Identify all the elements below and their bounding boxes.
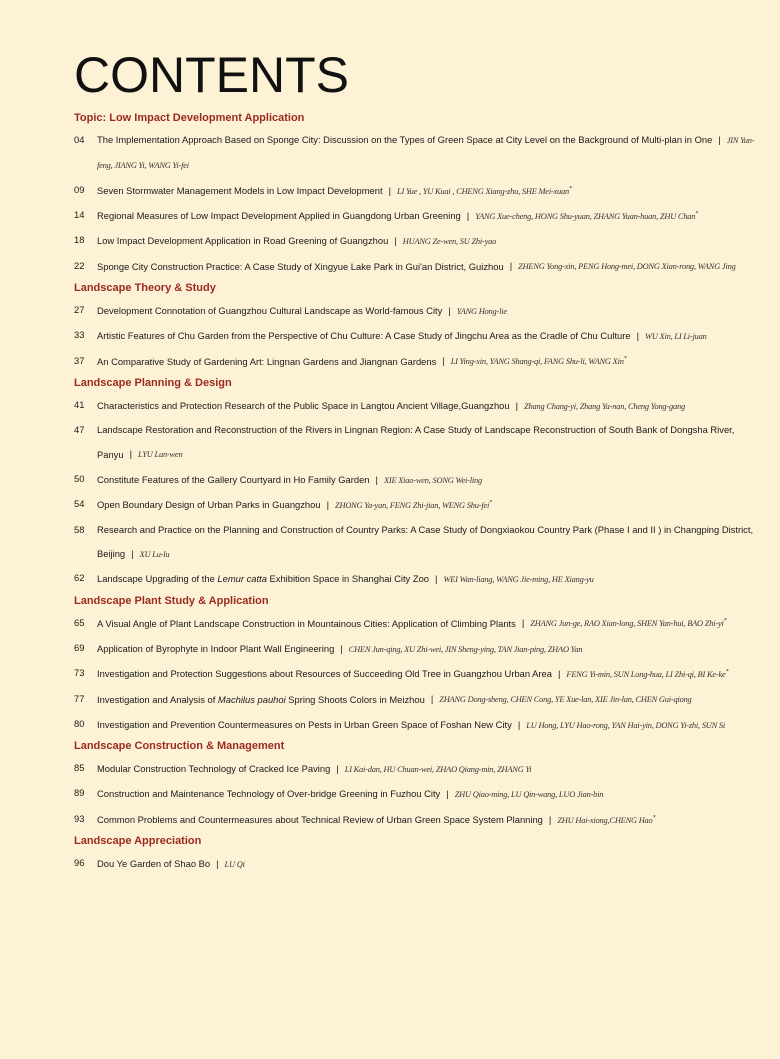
entry-authors bbox=[403, 237, 496, 246]
page-number: 58 bbox=[74, 523, 85, 535]
entry-title: Investigation and Protection Suggestions about Resources of Succeeding Old Tree in Guangzhou Urban Area bbox=[97, 668, 552, 680]
entry-body bbox=[74, 128, 764, 178]
table-of-contents bbox=[74, 109, 764, 876]
entry-title: Artistic Features of Chu Garden from the Perspective of Chu Culture: A Case Study of Jingchu Area as the Cradle of Chu Culture bbox=[97, 330, 631, 342]
authors-text: JIN Yun-feng, JIANG Yi, WANG Yi-fei bbox=[97, 136, 755, 171]
page-number: 50 bbox=[74, 472, 85, 484]
toc-entry[interactable] bbox=[74, 611, 764, 636]
authors-text: ZHANG Jun-ge, RAO Xian-long, SHEN Yan-hui, BAO Zhi-yi bbox=[530, 619, 724, 629]
entry-authors bbox=[439, 695, 691, 704]
authors-text: ZHU Qiao-ming, LU Qin-wang, LUO Jian-bin bbox=[454, 790, 604, 800]
authors-text: LI Ying-xin, YANG Shang-qi, FANG Shu-li, WANG Xin bbox=[450, 357, 624, 367]
authors-text: LI Kai-dan, HU Chuan-wei, ZHAO Qiang-min, ZHANG Yi bbox=[344, 764, 532, 774]
separator: | bbox=[521, 617, 525, 629]
entry-authors bbox=[345, 765, 532, 774]
entry-body bbox=[74, 661, 764, 686]
authors-text: LU Hong, LYU Hao-rong, YAN Hai-yin, DONG Yi-zhi, SUN Si bbox=[526, 720, 726, 730]
toc-entry[interactable] bbox=[74, 687, 764, 712]
separator: | bbox=[515, 399, 519, 411]
toc-entry[interactable] bbox=[74, 807, 764, 832]
entry-body bbox=[74, 492, 764, 517]
section-title: Landscape Construction & Management bbox=[74, 740, 285, 753]
authors-text: YANG Hong-lie bbox=[456, 306, 507, 316]
toc-entry[interactable] bbox=[74, 781, 764, 806]
entry-title-species: Lemur catta bbox=[217, 573, 267, 585]
entry-body bbox=[74, 687, 764, 712]
entry-title-prefix: Landscape Upgrading of the bbox=[97, 573, 218, 585]
toc-entry[interactable] bbox=[74, 349, 764, 374]
page-number: 73 bbox=[74, 667, 85, 679]
separator: | bbox=[394, 235, 397, 247]
authors-text: ZHU Hai-xiong,CHENG Hao bbox=[557, 815, 653, 825]
entry-body bbox=[74, 323, 764, 348]
toc-entry[interactable] bbox=[74, 178, 764, 203]
entry-title: Spring Shoots Colors in Meizhou bbox=[285, 693, 425, 705]
entry-authors bbox=[526, 721, 725, 730]
separator: | bbox=[340, 642, 343, 654]
toc-entry[interactable] bbox=[74, 492, 764, 517]
authors-text: YANG Xue-cheng, HONG Shu-yuan, ZHANG Yuan-huan, ZHU Chan bbox=[475, 211, 696, 221]
entry-title: Research and Practice on the Planning and Construction of Country Parks: A Case Study of Dongxiaokou Country Park (Phase I and II ) in Changping District, Beijing bbox=[97, 523, 754, 559]
page-number: 62 bbox=[74, 572, 85, 584]
separator: | bbox=[326, 499, 330, 511]
separator: | bbox=[557, 668, 561, 680]
entry-body bbox=[74, 807, 764, 832]
section-title: Landscape Theory & Study bbox=[74, 281, 216, 294]
corresponding-author-mark: * bbox=[695, 211, 699, 218]
entry-title: Exhibition Space in Shanghai City Zoo bbox=[266, 573, 429, 585]
page-number: 93 bbox=[74, 812, 85, 824]
entry-title: An Comparative Study of Gardening Art: Lingnan Gardens and Jiangnan Gardens bbox=[97, 355, 437, 367]
page-number: 09 bbox=[74, 183, 85, 195]
authors-text: ZHENG Yong-xin, PENG Hong-mei, DONG Xian-rong, WANG Jing bbox=[518, 262, 736, 272]
entry-authors bbox=[524, 402, 685, 411]
entry-title: Open Boundary Design of Urban Parks in Guangzhou bbox=[97, 499, 321, 511]
entry-title: Modular Construction Technology of Cracked Ice Paving bbox=[97, 762, 331, 774]
toc-entry[interactable] bbox=[74, 393, 764, 418]
entry-authors bbox=[335, 501, 492, 510]
entry-body bbox=[74, 566, 764, 591]
separator: | bbox=[636, 330, 640, 342]
authors-text: HUANG Ze-wen, SU Zhi-yao bbox=[402, 237, 497, 247]
toc-entry[interactable] bbox=[74, 518, 764, 567]
entry-authors bbox=[518, 262, 735, 271]
separator: | bbox=[517, 718, 521, 730]
page-number: 89 bbox=[74, 787, 85, 799]
toc-entry[interactable] bbox=[74, 203, 764, 228]
toc-entry[interactable] bbox=[74, 418, 764, 467]
toc-entry[interactable] bbox=[74, 566, 764, 591]
entry-authors bbox=[140, 550, 170, 559]
entry-authors bbox=[225, 860, 245, 869]
entry-title-prefix: Investigation and Analysis of bbox=[97, 693, 218, 705]
separator: | bbox=[718, 134, 721, 145]
corresponding-author-mark: * bbox=[569, 185, 572, 192]
entry-title: The Implementation Approach Based on Sponge City: Discussion on the Types of Green Space at City Level on the Background of Multi-plan in One bbox=[97, 134, 713, 145]
entry-authors bbox=[349, 645, 583, 654]
authors-text: XU Lu-lu bbox=[139, 549, 170, 559]
entry-title: Common Problems and Countermeasures about Technical Review of Urban Green Space System Planning bbox=[97, 813, 543, 825]
section-title: Landscape Plant Study & Application bbox=[74, 594, 269, 607]
separator: | bbox=[131, 547, 134, 559]
entry-body bbox=[74, 851, 764, 876]
page-number: 47 bbox=[74, 424, 85, 436]
page-number: 18 bbox=[74, 234, 85, 246]
separator: | bbox=[448, 304, 451, 316]
page-number: 41 bbox=[74, 398, 85, 410]
entry-authors bbox=[530, 619, 726, 628]
entry-authors bbox=[384, 476, 482, 485]
entry-title: Application of Byrophyte in Indoor Plant Wall Engineering bbox=[97, 642, 335, 654]
toc-entry[interactable] bbox=[74, 712, 764, 737]
toc-entry[interactable] bbox=[74, 254, 764, 279]
page-number: 04 bbox=[74, 134, 85, 145]
page-number: 27 bbox=[74, 303, 85, 315]
entry-body bbox=[74, 228, 764, 253]
authors-text: LI Yue , YU Kuai , CHENG Xiang-zhu, SHE Mei-xuan bbox=[397, 186, 570, 196]
toc-entry[interactable] bbox=[74, 661, 764, 686]
authors-text: XIE Xiao-wen, SONG Wei-ling bbox=[383, 475, 482, 485]
entry-title: Development Connotation of Guangzhou Cultural Landscape as World-famous City bbox=[97, 304, 443, 316]
page-number: 69 bbox=[74, 641, 85, 653]
toc-entry[interactable] bbox=[74, 228, 764, 253]
entry-authors bbox=[451, 357, 627, 366]
separator: | bbox=[466, 209, 470, 221]
separator: | bbox=[509, 260, 513, 272]
corresponding-author-mark: * bbox=[489, 500, 492, 507]
entry-authors bbox=[557, 816, 655, 825]
entry-title: Dou Ye Garden of Shao Bo bbox=[97, 857, 211, 869]
entry-title-species: Machilus pauhoi bbox=[217, 693, 286, 705]
section-title: Landscape Appreciation bbox=[74, 835, 202, 848]
authors-text: FENG Yi-min, SUN Long-hua, LI Zhi-qi, BI Ke-ke bbox=[566, 670, 726, 680]
separator: | bbox=[430, 693, 434, 705]
section-title: Topic: Low Impact Development Application bbox=[74, 112, 305, 124]
entry-authors bbox=[455, 790, 604, 799]
separator: | bbox=[216, 857, 219, 869]
entry-authors bbox=[443, 575, 593, 584]
separator: | bbox=[375, 473, 378, 485]
separator: | bbox=[129, 448, 133, 460]
entry-title: Seven Stormwater Management Models in Low Impact Development bbox=[97, 184, 383, 196]
toc-entry[interactable] bbox=[74, 851, 764, 876]
entry-title: Constitute Features of the Gallery Courtyard in Ho Family Garden bbox=[97, 473, 370, 485]
entry-title: Characteristics and Protection Research of the Public Space in Langtou Ancient Village,Guangzhou bbox=[97, 399, 510, 411]
entry-body bbox=[74, 518, 764, 567]
separator: | bbox=[435, 573, 438, 585]
toc-entry[interactable] bbox=[74, 298, 764, 323]
authors-text: ZHANG Dong-sheng, CHEN Cong, YE Xue-lan, XIE Jin-lan, CHEN Gui-qiong bbox=[439, 695, 692, 705]
entry-body bbox=[74, 636, 764, 661]
separator: | bbox=[388, 184, 391, 196]
page-number: 37 bbox=[74, 354, 85, 366]
page-number: 33 bbox=[74, 329, 85, 341]
authors-text: CHEN Jun-qing, XU Zhi-wei, JIN Sheng-ying, TAN Jian-ping, ZHAO Yan bbox=[348, 644, 583, 654]
page-number: 65 bbox=[74, 616, 85, 628]
corresponding-author-mark: * bbox=[652, 814, 656, 821]
page-number: 22 bbox=[74, 259, 85, 271]
authors-text: LU Qi bbox=[224, 859, 245, 869]
corresponding-author-mark: * bbox=[623, 356, 627, 363]
authors-text: WU Xin, LI Li-juan bbox=[645, 332, 707, 342]
toc-entry[interactable] bbox=[74, 323, 764, 348]
separator: | bbox=[442, 355, 445, 367]
separator: | bbox=[548, 813, 552, 825]
entry-body bbox=[74, 254, 764, 279]
entry-title: Regional Measures of Low Impact Development Applied in Guangdong Urban Greening bbox=[97, 209, 461, 221]
entry-title: Sponge City Construction Practice: A Case Study of Xingyue Lake Park in Gui'an District, Guizhou bbox=[97, 260, 504, 272]
entry-title: A Visual Angle of Plant Landscape Construction in Mountainous Cities: Application of Climbing Plants bbox=[97, 617, 516, 629]
page-number: 85 bbox=[74, 762, 85, 774]
entry-title: Construction and Maintenance Technology of Over-bridge Greening in Fuzhou City bbox=[97, 788, 441, 800]
entry-body bbox=[74, 349, 764, 374]
page-number: 96 bbox=[74, 857, 85, 869]
page-title: CONTENTS bbox=[74, 47, 349, 103]
separator: | bbox=[336, 762, 339, 774]
entry-title: Low Impact Development Application in Road Greening of Guangzhou bbox=[97, 235, 389, 247]
entry-body bbox=[74, 418, 764, 467]
entry-title: Landscape Restoration and Reconstruction of the Rivers in Lingnan Region: A Case Study of Landscape Reconstruction of South Bank of Dongsha River, Panyu bbox=[97, 424, 735, 460]
page-number: 77 bbox=[74, 692, 85, 704]
section-title: Landscape Planning & Design bbox=[74, 376, 232, 389]
entry-body bbox=[74, 203, 764, 228]
toc-entry[interactable] bbox=[74, 467, 764, 492]
authors-text: ZHONG Ya-yan, FENG Zhi-jian, WENG Shu-fei bbox=[335, 501, 490, 511]
entry-authors bbox=[397, 187, 572, 196]
toc-entry[interactable] bbox=[74, 756, 764, 781]
entry-body bbox=[74, 467, 764, 492]
authors-text: WEI Wan-liang, WANG Jie-ming, HE Xiang-yu bbox=[443, 575, 594, 585]
entry-body bbox=[74, 611, 764, 636]
entry-authors bbox=[645, 332, 707, 341]
entry-title: Investigation and Prevention Countermeasures on Pests in Urban Green Space of Foshan New City bbox=[97, 718, 512, 730]
entry-authors bbox=[475, 212, 698, 221]
entry-body bbox=[74, 393, 764, 418]
toc-entry[interactable] bbox=[74, 636, 764, 661]
entry-body bbox=[74, 712, 764, 737]
page-number: 14 bbox=[74, 209, 85, 221]
entry-body bbox=[74, 781, 764, 806]
authors-text: Zhang Chang-yi, Zhang Ya-nan, Cheng Yong-gang bbox=[524, 401, 685, 411]
page-number: 80 bbox=[74, 717, 85, 729]
entry-authors bbox=[138, 450, 182, 459]
authors-text: LYU Lun-wen bbox=[138, 450, 183, 460]
entry-authors bbox=[566, 670, 728, 679]
toc-entry[interactable] bbox=[74, 128, 764, 178]
corresponding-author-mark: * bbox=[725, 669, 729, 676]
entry-body bbox=[74, 756, 764, 781]
entry-body bbox=[74, 178, 764, 203]
entry-body bbox=[74, 298, 764, 323]
corresponding-author-mark: * bbox=[723, 618, 727, 625]
page-number: 54 bbox=[74, 498, 85, 510]
separator: | bbox=[446, 788, 449, 800]
entry-authors bbox=[457, 307, 507, 316]
